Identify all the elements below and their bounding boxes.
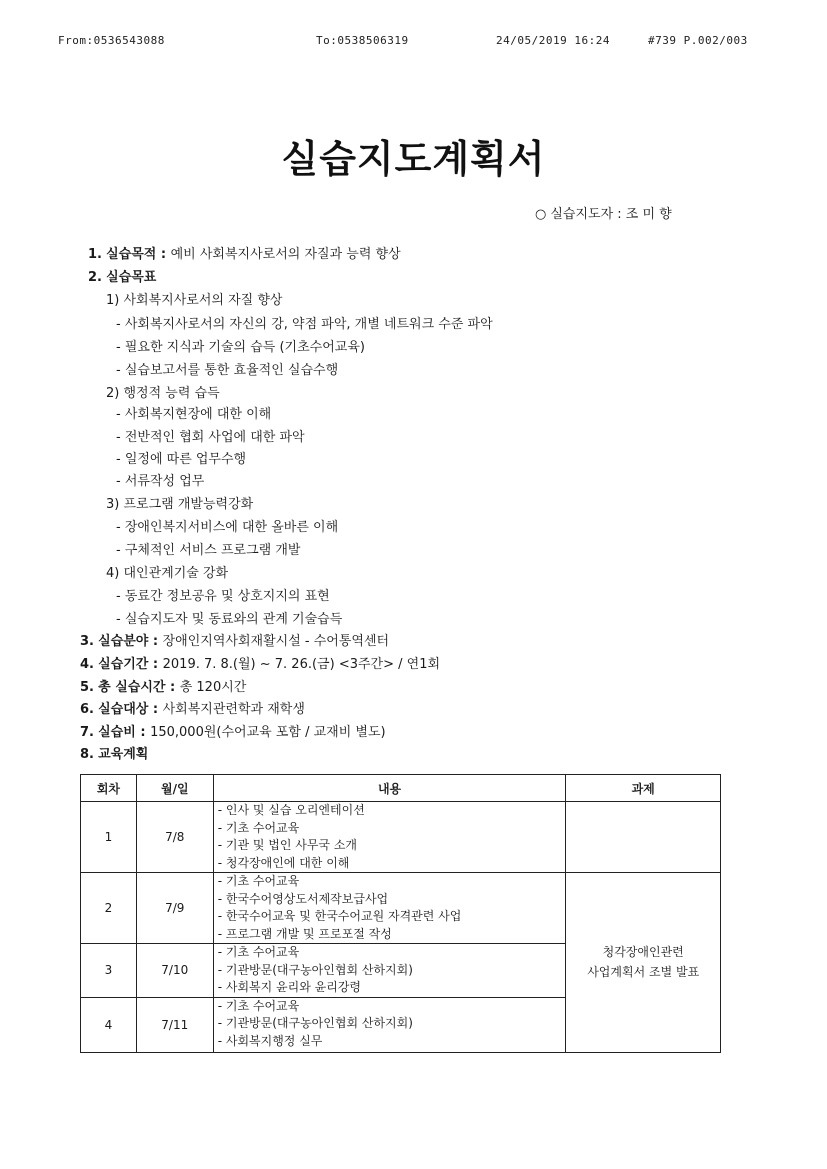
goal-bullet: - 구체적인 서비스 프로그램 개발 (116, 543, 301, 558)
header-date: 월/일 (136, 775, 213, 802)
fax-header (58, 34, 768, 50)
item-number: 2. (88, 270, 102, 285)
cell-content (213, 802, 566, 873)
item-separator: : (148, 657, 163, 672)
item-education-plan (80, 746, 148, 764)
header-round: 회차 (81, 775, 137, 802)
document-title: 실습지도계획서 (281, 137, 546, 181)
task-line: 사업계획서 조별 발표 (587, 965, 700, 980)
cell-round: 3 (81, 944, 137, 998)
item-separator: : (156, 247, 171, 262)
goal-bullet: - 사회복지현장에 대한 이해 (116, 407, 272, 422)
item-purpose (88, 246, 401, 264)
header-task: 과제 (566, 775, 721, 802)
fax-page: #739 P.002/003 (648, 34, 748, 47)
table-header-row (81, 775, 721, 802)
item-value: 총 120시간 (179, 680, 247, 695)
item-value: 2019. 7. 8.(월) ~ 7. 26.(금) <3주간> / 연1회 (162, 657, 441, 672)
item-target (80, 701, 305, 719)
cell-date: 7/11 (136, 997, 213, 1052)
item-number: 7. (80, 725, 94, 740)
content-line: - 기초 수어교육 (217, 874, 300, 888)
supervisor-line (535, 203, 672, 222)
goal-bullet: - 필요한 지식과 기술의 습득 (기초수어교육) (116, 340, 365, 355)
item-label: 실습분야 (98, 634, 149, 649)
goal-bullet: - 일정에 따른 업무수행 (116, 452, 247, 467)
goal-bullet: - 동료간 정보공유 및 상호지지의 표현 (116, 589, 330, 604)
item-value: 예비 사회복지사로서의 자질과 능력 향상 (170, 247, 401, 262)
content-line: - 기관방문(대구농아인협회 산하지회) (217, 962, 413, 977)
item-separator: : (135, 725, 151, 740)
item-number: 6. (80, 702, 94, 717)
item-value: 150,000원(수어교육 포함 / 교재비 별도) (150, 725, 386, 740)
content-line: - 인사 및 실습 오리엔테이션 (217, 803, 365, 817)
item-number: 5. (80, 680, 94, 695)
cell-task-empty (566, 802, 721, 873)
item-number: 3. (80, 634, 94, 649)
item-separator: : (148, 634, 163, 649)
content-line: - 사회복지행정 실무 (217, 1033, 323, 1048)
cell-content (213, 944, 566, 998)
content-line: - 청각장애인에 대한 이해 (217, 855, 350, 870)
content-line: - 기초 수어교육 (217, 945, 300, 959)
item-value: 사회복지관련학과 재학생 (162, 702, 305, 717)
content-line: - 프로그램 개발 및 프로포절 작성 (217, 926, 392, 941)
cell-content (213, 873, 566, 944)
content-line: - 기관방문(대구농아인협회 산하지회) (217, 1016, 413, 1030)
goal-group-heading: 3) 프로그램 개발능력강화 (106, 497, 254, 512)
cell-date: 7/9 (136, 873, 213, 944)
item-period (80, 656, 440, 674)
cell-round: 4 (81, 997, 137, 1052)
supervisor-text: 실습지도자 : 조 미 향 (550, 207, 672, 222)
goal-bullet: - 장애인복지서비스에 대한 올바른 이해 (116, 520, 339, 535)
table-row (81, 802, 721, 873)
item-label: 실습목표 (106, 270, 157, 285)
item-label: 교육계획 (98, 747, 149, 762)
cell-task (566, 873, 721, 1053)
content-line: - 사회복지 윤리와 윤리강령 (217, 980, 361, 994)
content-line: - 기관 및 법인 사무국 소개 (217, 838, 358, 852)
cell-date: 7/10 (136, 944, 213, 998)
goal-bullet: - 전반적인 협회 사업에 대한 파악 (116, 430, 305, 445)
item-label: 실습비 (98, 725, 136, 740)
item-number: 1. (88, 247, 102, 262)
fax-to: To:0538506319 (316, 34, 409, 47)
item-value: 장애인지역사회재활시설 - 수어통역센터 (162, 634, 390, 649)
item-total-hours (80, 679, 246, 697)
table-row (81, 873, 721, 944)
task-line: 청각장애인관련 (602, 945, 684, 960)
cell-content (213, 997, 566, 1052)
content-line: - 한국수어영상도서제작보급사업 (217, 891, 389, 906)
goal-bullet: - 서류작성 업무 (116, 474, 205, 489)
content-line: - 기초 수어교육 (217, 820, 300, 835)
item-number: 8. (80, 747, 94, 762)
content-line: - 기초 수어교육 (217, 998, 300, 1013)
goal-bullet: - 사회복지사로서의 자신의 강, 약점 파악, 개별 네트워크 수준 파악 (116, 317, 493, 332)
item-label: 실습대상 (98, 702, 149, 717)
header-content: 내용 (213, 775, 566, 802)
item-goals (88, 269, 156, 287)
cell-round: 2 (81, 873, 137, 944)
circle-bullet-icon: ○ (535, 207, 547, 222)
item-label: 실습기간 (98, 657, 149, 672)
item-label: 총 실습시간 (98, 680, 166, 695)
goal-bullet: - 실습보고서를 통한 효율적인 실습수행 (116, 363, 339, 378)
cell-round: 1 (81, 802, 137, 873)
content-line: - 한국수어교육 및 한국수어교원 자격관련 사업 (217, 909, 462, 923)
goal-group-heading: 4) 대인관계기술 강화 (106, 566, 229, 581)
cell-date: 7/8 (136, 802, 213, 873)
item-number: 4. (80, 657, 94, 672)
goal-group-heading: 1) 사회복지사로서의 자질 향상 (106, 293, 283, 308)
fax-datetime: 24/05/2019 16:24 (496, 34, 610, 47)
education-plan-table (80, 774, 721, 1053)
goal-group-heading: 2) 행정적 능력 습득 (106, 386, 220, 401)
item-field (80, 633, 389, 651)
fax-from: From:0536543088 (58, 34, 165, 47)
goal-bullet: - 실습지도자 및 동료와의 관계 기술습득 (116, 612, 343, 627)
item-fee (80, 724, 386, 742)
item-separator: : (165, 680, 180, 695)
item-label: 실습목적 (106, 247, 157, 262)
item-separator: : (148, 702, 163, 717)
